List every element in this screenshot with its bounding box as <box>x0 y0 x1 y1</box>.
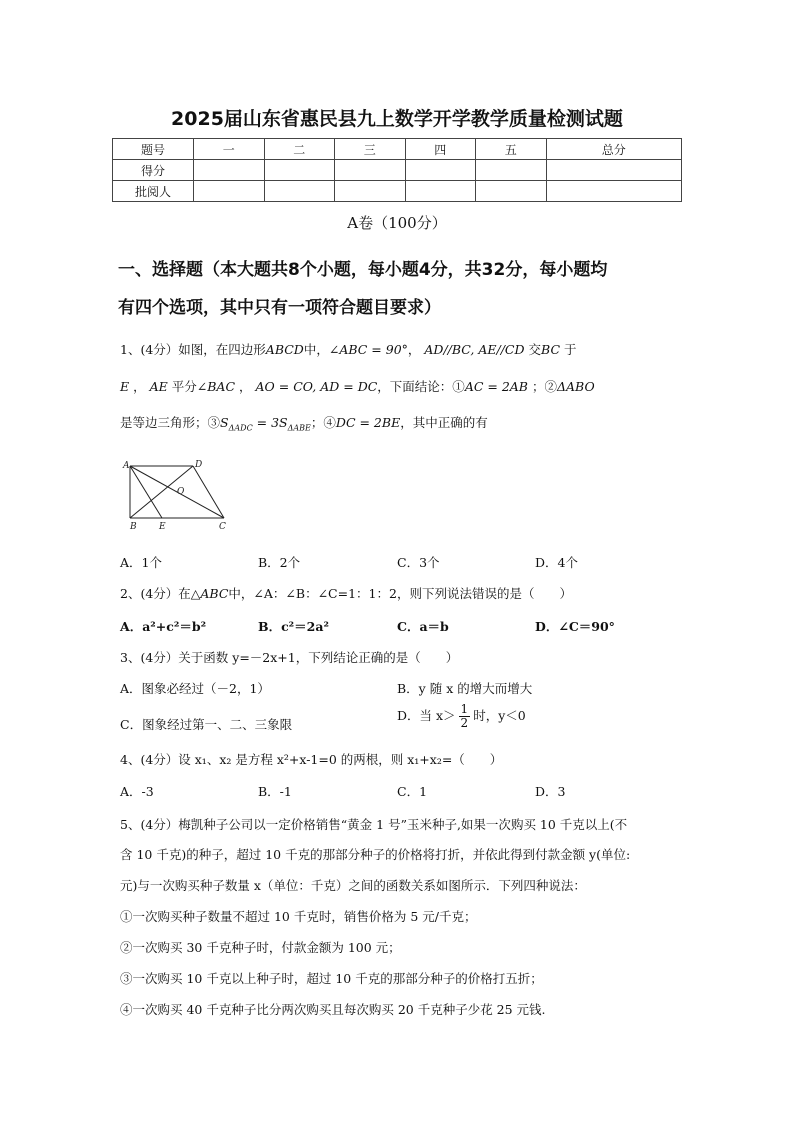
table-cell: 四 <box>405 139 476 160</box>
quadrilateral-figure <box>118 456 233 536</box>
math-run: AD//BC, AE//CD <box>424 342 525 357</box>
table-cell <box>264 160 335 181</box>
q5-statement-4: ④一次购买 40 千克种子比分两次购买且每次购买 20 千克种子少花 25 元钱. <box>120 1002 546 1017</box>
text-run: ， <box>239 379 252 394</box>
text-run: ，其中正确的有 <box>400 415 488 430</box>
q1-option-a: A．1个 <box>120 555 162 570</box>
math-run: △ABC <box>190 586 229 601</box>
q2-option-a: A．a²+c²＝b² <box>120 619 207 634</box>
text-run: ；④ <box>310 415 336 430</box>
math-run: E <box>120 379 130 394</box>
score-table-row <box>113 181 682 202</box>
text-run: 中， <box>303 342 329 357</box>
table-cell: 题号 <box>113 139 194 160</box>
q3-option-a: A．图象必经过（－2，1） <box>120 681 270 696</box>
table-cell: 三 <box>335 139 406 160</box>
q5-line1: 5、(4分）梅凯种子公司以一定价格销售“黄金 1 号”玉米种子,如果一次购买 10 千克以上(不 <box>120 817 628 832</box>
text-run: 于 <box>564 342 577 357</box>
math-run: BC <box>541 342 561 357</box>
q5-line3: 元)与一次购买种子数量 x（单位：千克）之间的函数关系如图所示．下列四种说法： <box>120 878 586 893</box>
table-cell <box>264 181 335 202</box>
math-sub: ΔADC <box>228 423 253 433</box>
table-cell <box>405 181 476 202</box>
label-a: A <box>123 461 130 471</box>
q1-line1 <box>120 340 577 358</box>
q5-line2: 含 10 千克)的种子，超过 10 千克的那部分种子的价格将打折，并依此得到付款金额 y(单位: <box>120 847 631 862</box>
score-table-header-row <box>113 139 682 160</box>
text-run: 平分 <box>171 379 197 394</box>
q1-option-d: D．4个 <box>535 555 578 570</box>
math-run: AE <box>149 379 168 394</box>
math-sub: ΔABE <box>287 423 311 433</box>
q2-option-c: C．a＝b <box>397 619 449 634</box>
q3-option-b: B．y 随 x 的增大而增大 <box>397 681 533 696</box>
fraction-numerator: 1 <box>460 702 469 716</box>
text-run: 中，∠A：∠B：∠C=1：1：2，则下列说法错误的是（ ） <box>228 586 572 601</box>
q5-statement-1: ①一次购买种子数量不超过 10 千克时，销售价格为 5 元/千克； <box>120 909 477 924</box>
text-run: 交 <box>528 342 542 357</box>
table-cell: 一 <box>194 139 265 160</box>
math-run: AC = 2AB <box>464 379 528 394</box>
math-run: ∠ABC = 90° <box>328 342 408 357</box>
table-cell <box>476 160 547 181</box>
math-run: ΔABO <box>557 379 595 394</box>
q4-option-c: C．1 <box>397 784 428 799</box>
table-cell <box>335 181 406 202</box>
math-run: AO = CO, AD = DC <box>255 379 378 394</box>
math-run: DC = 2BE <box>335 415 401 430</box>
fraction-denominator: 2 <box>460 716 469 730</box>
q2-option-d: D．∠C＝90° <box>535 619 615 634</box>
text-run: D．当 x＞ <box>397 708 456 723</box>
q1-option-b: B．2个 <box>258 555 301 570</box>
table-cell: 五 <box>476 139 547 160</box>
math-run: S <box>220 415 229 430</box>
table-cell <box>546 181 682 202</box>
q5-statement-2: ②一次购买 30 千克种子时，付款金额为 100 元； <box>120 940 401 955</box>
label-b: B <box>130 522 137 532</box>
volume-label: A卷（100分） <box>347 214 447 232</box>
q1-line3 <box>120 413 488 433</box>
fraction <box>459 703 471 730</box>
q4-option-d: D．3 <box>535 784 566 799</box>
q3-option-d <box>397 703 526 730</box>
text-run: 是等边三角形；③ <box>120 415 221 430</box>
label-e: E <box>159 522 166 532</box>
q1-option-c: C．3个 <box>397 555 440 570</box>
q2-stem <box>120 584 572 602</box>
section-heading-line2: 有四个选项，其中只有一项符合题目要求） <box>118 298 441 318</box>
table-cell: 总分 <box>546 139 682 160</box>
table-cell: 二 <box>264 139 335 160</box>
segment-ae <box>130 466 162 518</box>
segment-dc <box>193 466 224 518</box>
section-heading-line1: 一、选择题（本大题共8个小题，每小题4分，共32分，每小题均 <box>118 260 608 280</box>
q4-option-a: A．-3 <box>120 784 154 799</box>
math-run: ∠BAC <box>196 379 236 394</box>
table-cell <box>405 160 476 181</box>
q3-option-c: C．图象经过第一、二、三象限 <box>120 717 293 732</box>
q2-option-b: B．c²＝2a² <box>258 619 329 634</box>
text-run: ， <box>407 342 421 357</box>
page-title: 2025届山东省惠民县九上数学开学教学质量检测试题 <box>171 108 623 130</box>
q4-stem: 4、(4分）设 x₁、x₂ 是方程 x²+x-1=0 的两根，则 x₁+x₂=（ ） <box>120 752 503 767</box>
q5-statement-3: ③一次购买 10 千克以上种子时，超过 10 千克的那部分种子的价格打五折； <box>120 971 543 986</box>
label-o: O <box>177 487 185 497</box>
score-table-row <box>113 160 682 181</box>
math-run: = 3S <box>252 415 288 430</box>
table-cell <box>194 181 265 202</box>
table-cell <box>546 160 682 181</box>
table-cell <box>476 181 547 202</box>
table-cell <box>335 160 406 181</box>
label-c: C <box>219 522 226 532</box>
math-run: ABCD <box>265 342 304 357</box>
text-run: ， <box>133 379 146 394</box>
score-table <box>112 138 682 202</box>
q1-line2 <box>120 377 595 395</box>
q3-stem: 3、(4分）关于函数 y=－2x+1，下列结论正确的是（ ） <box>120 650 459 665</box>
text-run: ，下面结论：① <box>377 379 465 394</box>
q4-option-b: B．-1 <box>258 784 292 799</box>
text-run: ；② <box>531 379 557 394</box>
text-run: 1、(4分）如图，在四边形 <box>120 342 266 357</box>
table-cell: 批阅人 <box>113 181 194 202</box>
text-run: 2、(4分）在 <box>120 586 191 601</box>
label-d: D <box>195 460 203 470</box>
text-run: 时，y＜0 <box>473 708 526 723</box>
table-cell <box>194 160 265 181</box>
table-cell: 得分 <box>113 160 194 181</box>
